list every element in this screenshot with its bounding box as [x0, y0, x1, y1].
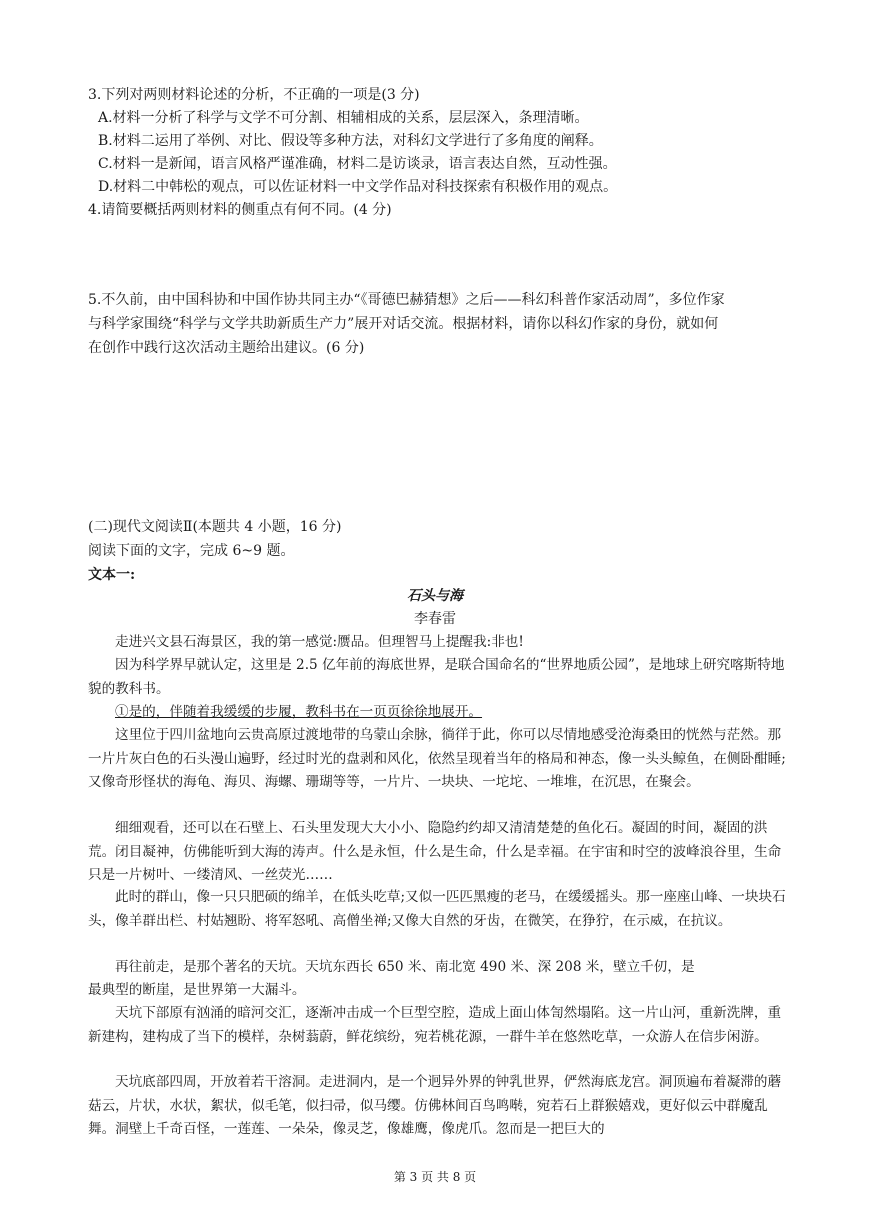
article-paragraph: 天坑下部原有汹涌的暗河交汇，逐渐冲击成一个巨型空腔，造成上面山体訇然塌陷。这一片山河，重新洗牌，重新建构，建构成了当下的模样，杂树蓊蔚，鲜花缤纷，宛若桃花源，一群牛羊在悠然吃草，一众游人在信步闲游。 — [88, 1005, 782, 1045]
article-author: 李春雷 — [414, 611, 456, 627]
article-paragraph: 这里位于四川盆地向云贵高原过渡地带的乌蒙山余脉，徜徉于此，你可以尽情地感受沧海桑田的恍然与茫然。那一片片灰白色的石头漫山遍野，经过时光的盘剥和风化，依然呈现着当年的格局和神态，像一头头鲸鱼，在侧卧酣睡;又像奇形怪状的海龟、海贝、海螺、珊瑚等等，一片片、一块块、一坨坨、一堆堆，在沉思，在聚会。 — [88, 727, 786, 790]
article-paragraph: 再往前走，是那个著名的天坑。天坑东西长 650 米、南北宽 490 米、深 208 米，壁立千仞，是 — [115, 959, 695, 975]
article-paragraph: 细细观看，还可以在石壁上、石头里发现大大小小、隐隐约约却又清清楚楚的鱼化石。凝固的时间，凝固的洪荒。闭目凝神，仿佛能听到大海的涛声。什么是永恒，什么是生命，什么是幸福。在宇宙和时空的波峰浪谷里，生命只是一片树叶、一缕清风、一丝荧光…… — [88, 820, 782, 883]
question-5-line-3: 在创作中践行这次活动主题给出建议。(6 分) — [88, 340, 365, 356]
question-5-line-2: 与科学家围绕“科学与文学共助新质生产力”展开对话交流。根据材料，请你以科幻作家的身份，就如何 — [88, 316, 719, 332]
article-paragraph: 此时的群山，像一只只肥硕的绵羊，在低头吃草;又似一匹匹黑瘦的老马，在缓缓摇头。那一座座山峰、一块块石头，像羊群出栏、村姑翘盼、将军怒吼、高僧坐禅;又像大自然的牙齿，在微笑，在狰狞，在示威，在抗议。 — [88, 889, 786, 929]
question-3-option-a: A.材料一分析了科学与文学不可分割、相辅相成的关系，层层深入，条理清晰。 — [98, 110, 589, 126]
section-heading: (二)现代文阅读Ⅱ(本题共 4 小题，16 分) — [88, 519, 342, 535]
question-4-stem: 4.请简要概括两则材料的侧重点有何不同。(4 分) — [88, 202, 392, 218]
article-paragraph-underlined: ①是的，伴随着我缓缓的步履，教科书在一页页徐徐地展开。 — [115, 704, 483, 720]
article-paragraph: 天坑底部四周，开放着若干溶洞。走进洞内，是一个迥异外界的钟乳世界，俨然海底龙宫。洞顶遍布着凝滞的蘑菇云，片状，水状，絮状，似毛笔，似扫帚，似马缨。仿佛林间百鸟鸣啭，宛若石上群猴嬉戏，更好似云中群魔乱舞。洞壁上千奇百怪，一莲莲、一朵朵，像灵芝，像雄鹰，像虎爪。忽而是一把巨大的 — [88, 1074, 782, 1137]
page-footer: 第 3 页 共 8 页 — [393, 1170, 477, 1184]
article-paragraph: 走进兴文县石海景区，我的第一感觉:赝品。但理智马上提醒我:非也! — [115, 634, 524, 650]
section-instruction: 阅读下面的文字，完成 6~9 题。 — [88, 543, 295, 559]
article-paragraph: 因为科学界早就认定，这里是 2.5 亿年前的海底世界，是联合国命名的“世界地质公园”，是地球上研究喀斯特地貌的教科书。 — [88, 657, 785, 697]
article-paragraph-continuation: 最典型的断崖，是世界第一大漏斗。 — [88, 982, 306, 998]
question-5-line-1: 5.不久前，由中国科协和中国作协共同主办“《哥德巴赫猜想》之后——科幻科普作家活动周”，多位作家 — [88, 292, 725, 308]
question-3-option-d: D.材料二中韩松的观点，可以佐证材料一中文学作品对科技探索有积极作用的观点。 — [98, 179, 618, 195]
question-3-stem: 3.下列对两则材料论述的分析，不正确的一项是(3 分) — [88, 87, 420, 103]
question-3-option-b: B.材料二运用了举例、对比、假设等多种方法，对科幻文学进行了多角度的阐释。 — [98, 133, 603, 149]
article-title: 石头与海 — [407, 588, 463, 604]
text-label: 文本一: — [88, 567, 136, 583]
question-3-option-c: C.材料一是新闻，语言风格严谨准确，材料二是访谈录，语言表达自然，互动性强。 — [98, 156, 617, 172]
